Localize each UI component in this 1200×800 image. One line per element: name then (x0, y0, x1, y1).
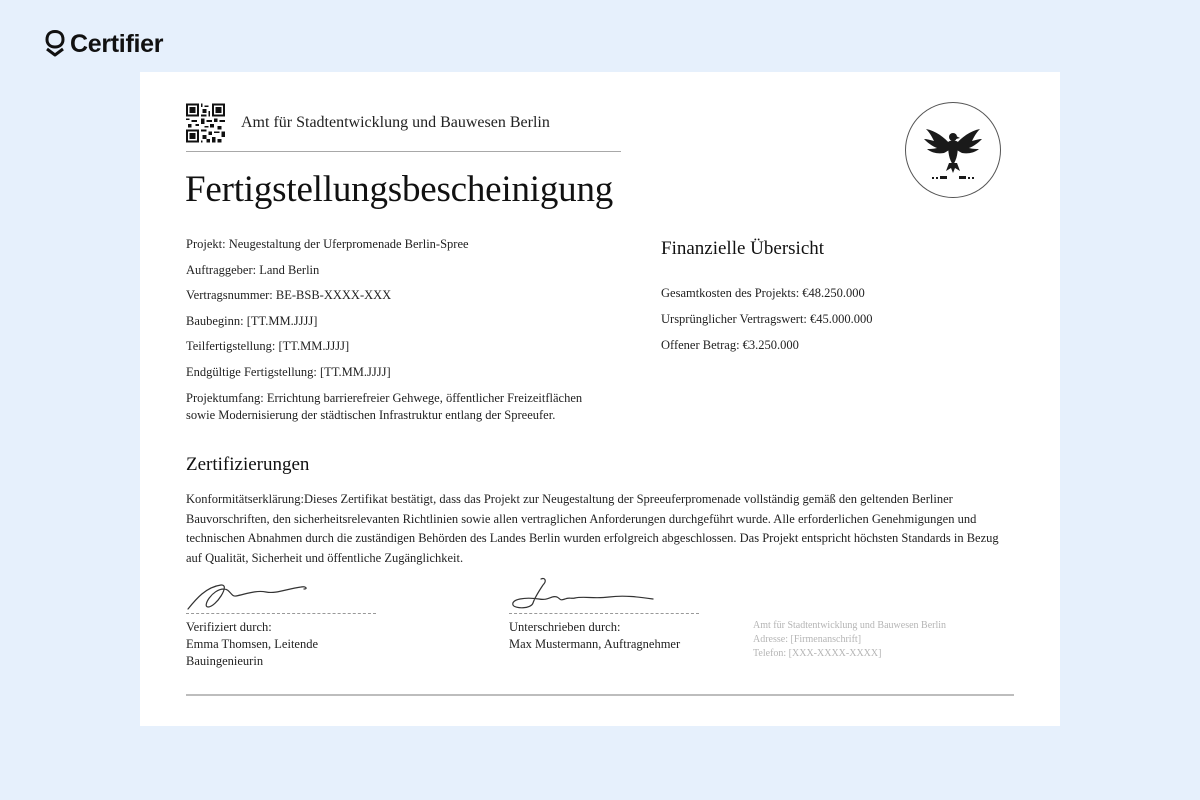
signature-max-mustermann (509, 577, 659, 611)
signature-block-verified (186, 577, 376, 670)
signature-line (186, 613, 376, 614)
eagle-seal-icon (905, 102, 1001, 198)
signed-by-name: Max Mustermann, Auftragnehmer (509, 637, 681, 651)
footer-divider (186, 694, 1014, 696)
qr-code-icon (186, 102, 225, 144)
verified-by-label: Verifiziert durch: (186, 620, 272, 634)
financial-overview (661, 238, 961, 364)
certifications-heading: Zertifizierungen (186, 454, 310, 475)
project-details (186, 237, 606, 424)
contact-name: Amt für Stadtentwicklung und Bauwesen Berlin (753, 620, 947, 631)
issuer-contact (753, 619, 946, 661)
certificate-card (140, 72, 1060, 726)
signature-block-signed (509, 577, 699, 653)
issuer-divider (186, 151, 621, 152)
brand-name: Certifier (70, 29, 164, 58)
certifier-brand (44, 29, 163, 59)
detail-contract-number: Vertragsnummer: BE-BSB-XXXX-XXX (186, 288, 392, 302)
detail-partial-completion: Teilfertigstellung: [TT.MM.JJJJ] (186, 339, 350, 353)
finance-original-value: Ursprünglicher Vertragswert: €45.000.000 (661, 312, 873, 326)
finance-heading: Finanzielle Übersicht (661, 238, 825, 259)
detail-project-scope: Projektumfang: Errichtung barrierefreier Gehwege, öffentlicher Freizeitflächen sowie Modernisierung der städtischen Infrastruktur entlang der Spreeufer. (186, 391, 583, 422)
contact-phone: Telefon: [XXX-XXXX-XXXX] (753, 648, 882, 659)
detail-client: Auftraggeber: Land Berlin (186, 262, 320, 277)
detail-construction-start: Baubeginn: [TT.MM.JJJJ] (186, 313, 318, 328)
certificate-title: Fertigstellungsbescheinigung (185, 169, 614, 210)
issuer-row (186, 102, 550, 144)
certifications-body: Konformitätserklärung:Dieses Zertifikat bestätigt, dass das Projekt zur Neugestaltung der Spreeuferpromenade vollständig gemäß den geltenden Berliner Bauvorschriften, den sicherheitsrelevanten Richtlinien sowie allen vertraglichen Anforderungen durchgeführt wurde. Alle erforderlichen Genehmigungen und technischen Abnahmen durch die zuständigen Behörden des Landes Berlin wurden erfolgreich abgeschlossen. Das Projekt entspricht höchsten Standards in Bezug auf Qualität, Sicherheit und öffentliche Zugänglichkeit. (186, 492, 999, 565)
shield-chevron-icon (44, 29, 66, 59)
detail-project: Projekt: Neugestaltung der Uferpromenade Berlin-Spree (186, 237, 469, 251)
detail-final-completion: Endgültige Fertigstellung: [TT.MM.JJJJ] (186, 364, 391, 379)
verified-by-name: Emma Thomsen, Leitende Bauingenieurin (186, 637, 319, 668)
finance-total-cost: Gesamtkosten des Projekts: €48.250.000 (661, 286, 865, 300)
signed-by-label: Unterschrieben durch: (509, 620, 621, 634)
issuer-name: Amt für Stadtentwicklung und Bauwesen Berlin (241, 114, 550, 131)
signature-emma-thomsen (186, 577, 316, 611)
signature-line (509, 613, 699, 614)
finance-outstanding: Offener Betrag: €3.250.000 (661, 338, 799, 352)
contact-address: Adresse: [Firmenanschrift] (753, 634, 862, 645)
